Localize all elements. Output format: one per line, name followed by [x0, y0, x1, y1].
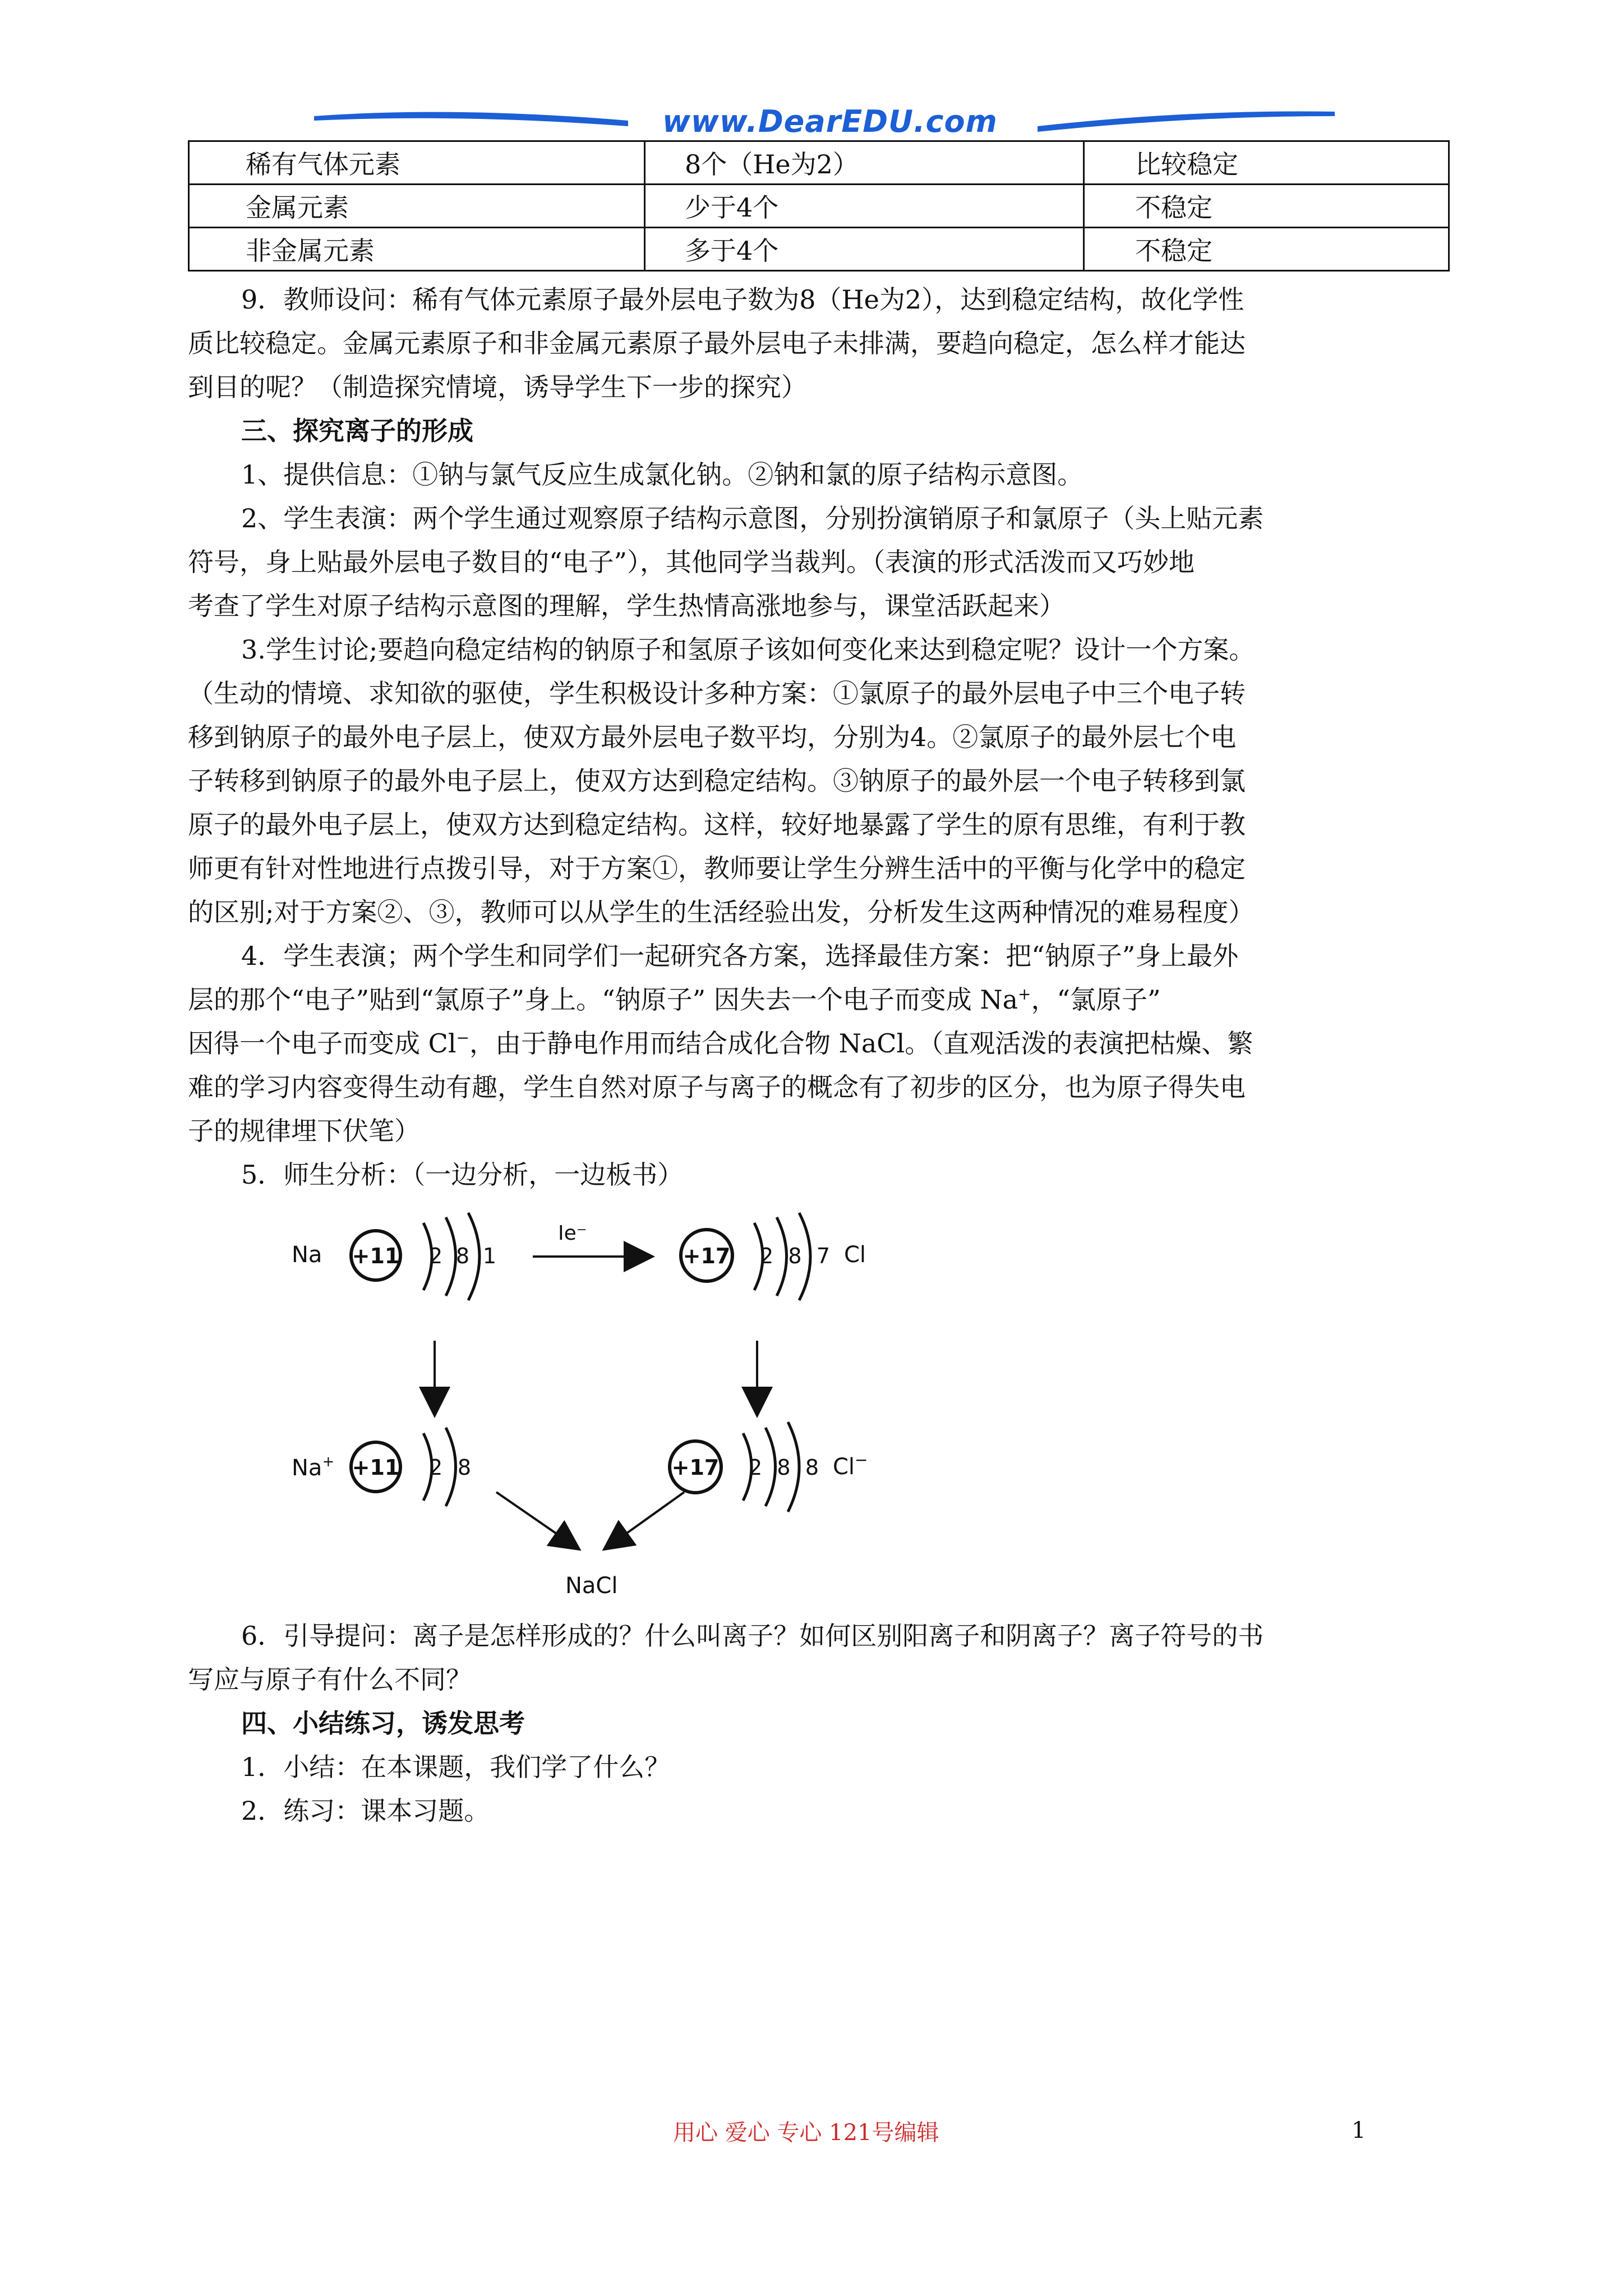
text-line: 符号，身上贴最外层电子数目的“电子”），其他同学当裁判。（表演的形式活泼而又巧妙地 — [188, 547, 1195, 577]
table-row — [189, 141, 1449, 185]
ion-formation-diagram — [280, 1206, 981, 1610]
text-fragment: ，由于静电作用而结合成化合物 NaCl。（直观活泼的表演把枯燥、繁 — [469, 1028, 1253, 1059]
cl-label: Cl — [844, 1242, 866, 1268]
text-line: （生动的情境、求知欲的驱使，学生积极设计多种方案：①氯原子的最外层电子中三个电子转 — [188, 678, 1246, 708]
element-table — [188, 140, 1450, 272]
electron-label: Ie⁻ — [558, 1222, 587, 1245]
cl-ion-nucleus: +17 — [671, 1455, 720, 1480]
text-line: 6．引导提问：离子是怎样形成的？什么叫离子？如何区别阳离子和阴离子？离子符号的书 — [241, 1621, 1264, 1651]
section-heading: 四、小结练习，诱发思考 — [241, 1708, 525, 1738]
table-cell: 8个（He为2） — [645, 141, 1084, 185]
text-line: 师更有针对性地进行点拨引导，对于方案①，教师要让学生分辨生活中的平衡与化学中的稳定 — [188, 853, 1246, 884]
text-fragment: 层的那个“电子”贴到“氯原子”身上。“钠原子” 因失去一个电子而变成 Na — [188, 984, 1018, 1015]
text-line: 原子的最外电子层上，使双方达到稳定结构。这样，较好地暴露了学生的原有思维，有利于教 — [188, 809, 1246, 840]
text-line: 4．学生表演；两个学生和同学们一起研究各方案，选择最佳方案：把“钠原子”身上最外 — [241, 941, 1239, 971]
text-fragment: 因得一个电子而变成 Cl — [188, 1028, 457, 1059]
text-line: 1．小结：在本课题，我们学了什么？ — [241, 1752, 671, 1782]
superscript: + — [1018, 984, 1031, 1004]
table-row — [189, 185, 1449, 228]
text-line: 1、提供信息：①钠与氯气反应生成氯化钠。②钠和氯的原子结构示意图。 — [241, 459, 1083, 490]
table-cell: 不稳定 — [1084, 228, 1449, 271]
na-ion-nucleus: +11 — [352, 1455, 400, 1480]
table-cell: 少于4个 — [645, 185, 1084, 228]
na-ion-label: Na+ — [292, 1453, 335, 1481]
table-cell: 金属元素 — [189, 185, 645, 228]
text-line: 写应与原子有什么不同？ — [188, 1664, 472, 1695]
table-cell: 多于4个 — [645, 228, 1084, 271]
na-ion-shells: 2 8 — [429, 1455, 471, 1480]
text-line: 3.学生讨论;要趋向稳定结构的钠原子和氢原子该如何变化来达到稳定呢？设计一个方案。 — [241, 634, 1255, 665]
table-cell: 比较稳定 — [1084, 141, 1449, 185]
cl-ion-shells: 2 8 8 — [749, 1455, 819, 1480]
table-cell: 稀有气体元素 — [189, 141, 645, 185]
nacl-label: NaCl — [565, 1573, 618, 1599]
header-logo — [314, 104, 1335, 143]
page-number: 1 — [1352, 2118, 1366, 2143]
text-line: 2．练习：课本习题。 — [241, 1796, 490, 1826]
table-cell: 不稳定 — [1084, 185, 1449, 228]
logo-text: www.DearEDU.com — [662, 104, 998, 139]
superscript: − — [456, 1028, 469, 1047]
text-line — [188, 1023, 1253, 1060]
text-fragment: ，“氯原子” — [1031, 984, 1161, 1015]
arrow-to-nacl-left — [496, 1492, 578, 1548]
footer-text: 用心 爱心 专心 121号编辑 — [673, 2120, 939, 2146]
text-line: 5．师生分析：（一边分析，一边板书） — [241, 1159, 684, 1190]
text-line: 到目的呢？（制造探究情境，诱导学生下一步的探究） — [188, 372, 807, 402]
text-line: 质比较稳定。金属元素原子和非金属元素原子最外层电子未排满，要趋向稳定，怎么样才能达 — [188, 328, 1246, 358]
text-line: 的区别;对于方案②、③，教师可以从学生的生活经验出发，分析发生这两种情况的难易程度） — [188, 897, 1255, 927]
text-line: 移到钠原子的最外电子层上，使双方最外层电子数平均，分别为4。②氯原子的最外层七个电 — [188, 722, 1237, 752]
text-line: 难的学习内容变得生动有趣，学生自然对原子与离子的概念有了初步的区分，也为原子得失电 — [188, 1072, 1246, 1102]
na-shells: 2 8 1 — [429, 1244, 496, 1268]
cl-shells: 2 8 7 — [760, 1244, 830, 1268]
na-label: Na — [292, 1242, 322, 1268]
cl-nucleus: +17 — [683, 1244, 731, 1268]
text-line: 2、学生表演：两个学生通过观察原子结构示意图，分别扮演销原子和氯原子（头上贴元素 — [241, 503, 1264, 533]
text-line: 考查了学生对原子结构示意图的理解，学生热情高涨地参与，课堂活跃起来） — [188, 591, 1065, 621]
text-line: 9．教师设问：稀有气体元素原子最外层电子数为8（He为2），达到稳定结构，故化学性 — [241, 284, 1244, 315]
text-line: 子转移到钠原子的最外电子层上，使双方达到稳定结构。③钠原子的最外层一个电子转移到氯 — [188, 766, 1246, 796]
table-row — [189, 228, 1449, 271]
na-nucleus: +11 — [352, 1244, 400, 1268]
section-heading: 三、探究离子的形成 — [241, 416, 473, 446]
arrow-to-nacl-right — [606, 1492, 684, 1548]
text-line — [188, 979, 1161, 1016]
cl-ion-label: Cl− — [833, 1451, 868, 1480]
text-line: 子的规律埋下伏笔） — [188, 1116, 420, 1146]
table-cell: 非金属元素 — [189, 228, 645, 271]
